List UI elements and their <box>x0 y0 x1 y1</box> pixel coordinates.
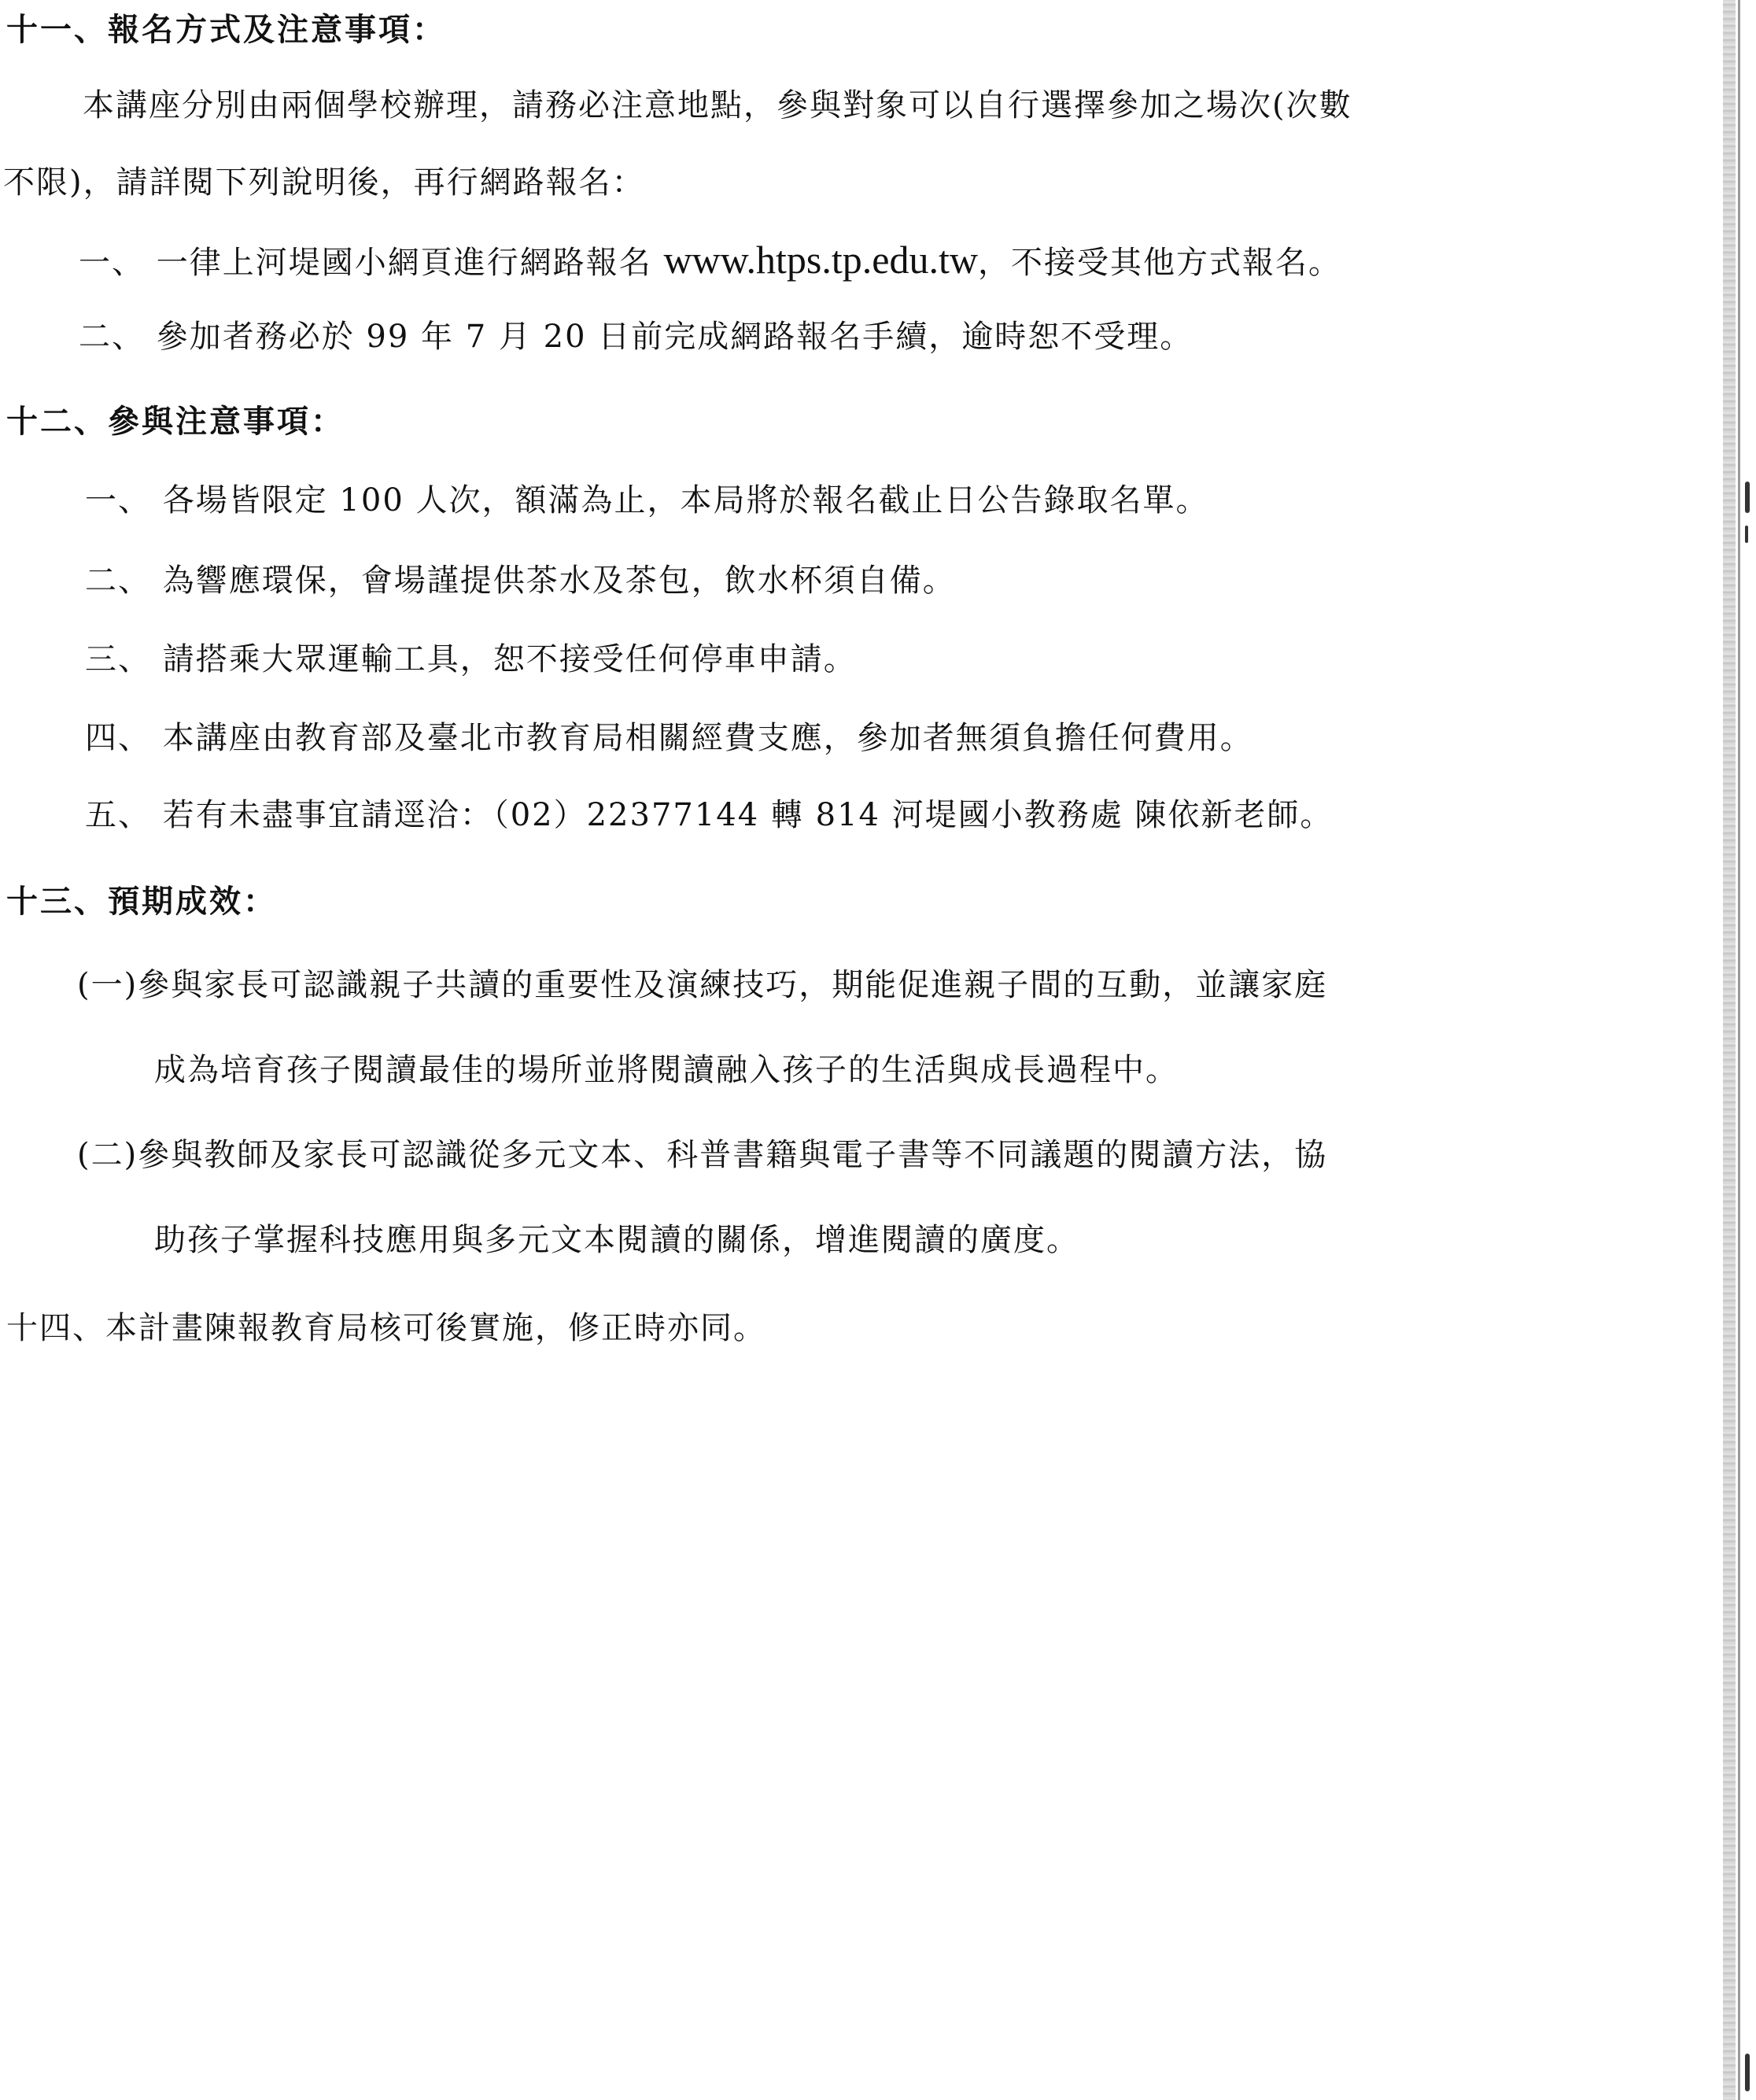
section-13-item-1-line2: 成為培育孩子閱讀最佳的場所並將閱讀融入孩子的生活與成長過程中。 <box>154 1052 1179 1088</box>
section-11-item-1 <box>79 236 1341 283</box>
section-12-heading: 十二、參與注意事項： <box>6 404 345 440</box>
section-11-item-1-suffix: ，不接受其他方式報名。 <box>977 245 1341 281</box>
section-11-intro-line1: 本講座分別由兩個學校辦理，請務必注意地點，參與對象可以自行選擇參加之場次(次數 <box>83 87 1352 124</box>
section-11-heading: 十一、報名方式及注意事項： <box>6 12 446 48</box>
section-12-item-4: 四、 本講座由教育部及臺北市教育局相關經費支應，參加者無須負擔任何費用。 <box>85 720 1253 756</box>
section-11-item-2: 二、 參加者務必於 99 年 7 月 20 日前完成網路報名手續，逾時恕不受理。 <box>79 319 1193 355</box>
section-13-item-1-line1: (一)參與家長可認識親子共讀的重要性及演練技巧，期能促進親子間的互動，並讓家庭 <box>77 967 1328 1003</box>
scan-edge-line <box>1738 0 1740 2100</box>
section-11-intro-line2: 不限)，請詳閱下列說明後，再行網路報名： <box>3 164 645 201</box>
section-13-item-2-line2: 助孩子掌握科技應用與多元文本閱讀的關係，增進閱讀的廣度。 <box>154 1222 1079 1258</box>
section-11-item-1-prefix: 一、 一律上河堤國小網頁進行網路報名 <box>79 245 664 281</box>
section-12-item-1: 一、 各場皆限定 100 人次，額滿為止，本局將於報名截止日公告錄取名單。 <box>85 482 1209 519</box>
section-13-heading: 十三、預期成效： <box>6 884 277 920</box>
scan-mark <box>1745 526 1748 543</box>
section-13-item-2-line1: (二)參與教師及家長可認識從多元文本、科普書籍與電子書等不同議題的閱讀方法，協 <box>77 1137 1328 1173</box>
scan-edge <box>1723 0 1736 2100</box>
section-12-item-3: 三、 請搭乘大眾運輸工具，恕不接受任何停車申請。 <box>85 641 857 677</box>
section-14-text: 十四、本計畫陳報教育局核可後實施，修正時亦同。 <box>6 1310 766 1346</box>
scan-mark <box>1745 2054 1750 2091</box>
scan-mark <box>1745 482 1750 513</box>
section-12-item-2: 二、 為響應環保，會場謹提供茶水及茶包，飲水杯須自備。 <box>85 563 956 599</box>
registration-url: www.htps.tp.edu.tw <box>663 238 978 282</box>
section-12-item-5: 五、 若有未盡事宜請逕洽：（02）22377144 轉 814 河堤國小教務處 陳依新老師。 <box>85 797 1334 833</box>
